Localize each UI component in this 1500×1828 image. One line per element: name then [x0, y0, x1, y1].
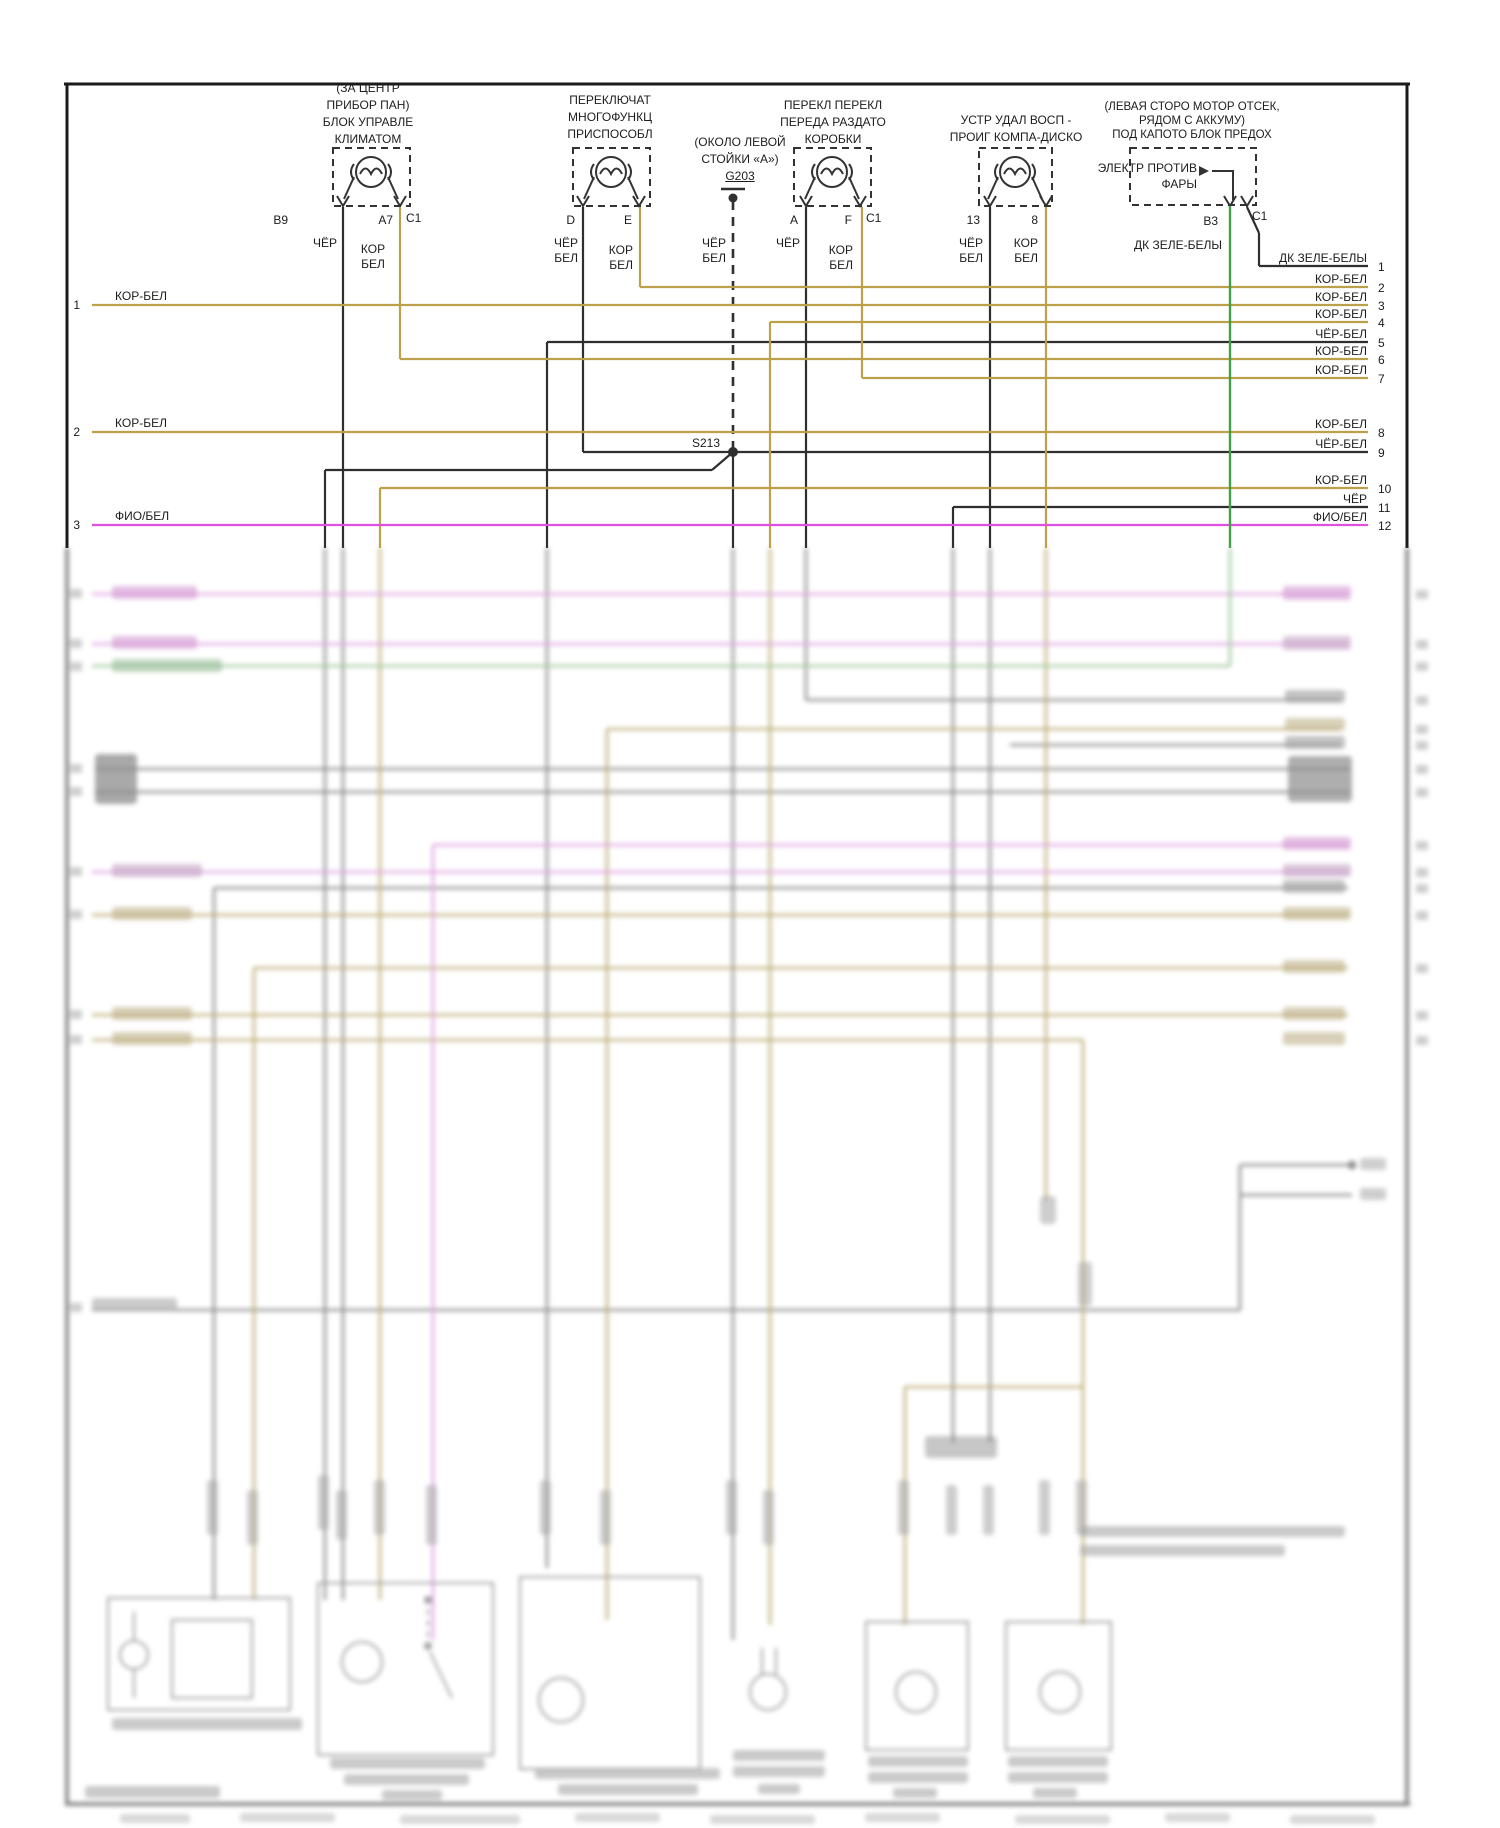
pin-b3: B3 [1203, 214, 1218, 228]
left-row-2-label: КОР-БЕЛ [115, 416, 167, 430]
right-row-10-label: КОР-БЕЛ [1315, 473, 1367, 487]
right-row-11-label: ЧЁР [1342, 492, 1367, 506]
pin-a: A [789, 213, 798, 227]
cd-player-title: УСТР УДАЛ ВОСП - ПРОИГ КОМПА-ДИСКО [949, 113, 1083, 144]
ground-g203-title: (ОКОЛО ЛЕВОЙ СТОЙКИ «А») G203 [694, 135, 786, 183]
wire-label-a: ЧЁР [775, 236, 800, 250]
wire-label-13: ЧЁР БЕЛ [958, 236, 983, 265]
pin-b9: B9 [273, 213, 288, 227]
ground-symbol [721, 189, 745, 203]
right-row-9-num: 9 [1378, 446, 1385, 460]
right-row-9-label: ЧЁР-БЕЛ [1315, 437, 1367, 451]
pin-d: D [566, 213, 575, 227]
right-row-6-num: 6 [1378, 353, 1385, 367]
right-row-12-num: 12 [1378, 519, 1392, 533]
right-row-7-num: 7 [1378, 372, 1385, 386]
right-row-3-num: 3 [1378, 299, 1385, 313]
right-row-3-label: КОР-БЕЛ [1315, 290, 1367, 304]
right-row-1-label: ДК ЗЕЛЕ-БЕЛЫ [1279, 251, 1367, 265]
transfer-case-title: ПЕРЕКЛ ПЕРЕКЛ ПЕРЕДА РАЗДАТО КОРОБКИ [780, 98, 886, 146]
right-row-4-num: 4 [1378, 316, 1385, 330]
right-row-8-num: 8 [1378, 426, 1385, 440]
wire-label-g203: ЧЁР БЕЛ [701, 236, 726, 265]
pin-13: 13 [966, 213, 980, 227]
wire-label-e: КОР БЕЛ [608, 243, 633, 272]
wire-label-d: ЧЁР БЕЛ [553, 236, 578, 265]
fuse-block-title: (ЛЕВАЯ СТОРО МОТОР ОТСЕК, РЯДОМ С АККУМУ) ПОД КАПОТО БЛОК ПРЕДОХ [1104, 101, 1280, 141]
wire-label-f: КОР БЕЛ [828, 243, 853, 272]
left-row-3-num: 3 [73, 518, 80, 532]
wire-label-b3: ДК ЗЕЛЕ-БЕЛЫ [1134, 238, 1222, 252]
right-row-7-label: КОР-БЕЛ [1315, 363, 1367, 377]
multifunction-switch-title: ПЕРЕКЛЮЧАТ МНОГОФУНКЦ ПРИСПОСОБЛ [567, 93, 653, 141]
right-row-1-num: 1 [1378, 260, 1385, 274]
wire-label-b9: ЧЁР [312, 236, 337, 250]
right-row-8-label: КОР-БЕЛ [1315, 417, 1367, 431]
fusebox-internal-link [1199, 166, 1233, 200]
left-row-1-label: КОР-БЕЛ [115, 289, 167, 303]
right-row-6-label: КОР-БЕЛ [1315, 344, 1367, 358]
right-row-5-num: 5 [1378, 336, 1385, 350]
fog-lamp-relay-label-2: ФАРЫ [1161, 177, 1197, 191]
right-row-5-label: ЧЁР-БЕЛ [1315, 327, 1367, 341]
tan-wires [92, 207, 1368, 548]
pin-a7: A7 [378, 213, 393, 227]
climate-control-title: (ЗА ЦЕНТР ПРИБОР ПАН) БЛОК УПРАВЛЕ КЛИМАТОМ [322, 81, 414, 146]
fog-lamp-relay-label: ЭЛЕКТР ПРОТИВ [1097, 161, 1197, 175]
pin-f: F [844, 213, 852, 227]
left-row-1-num: 1 [73, 298, 80, 312]
wire-label-a7: КОР БЕЛ [360, 242, 386, 271]
right-row-4-label: КОР-БЕЛ [1315, 307, 1367, 321]
pin-c1-climate: C1 [406, 211, 422, 225]
right-row-12-label: ФИО/БЕЛ [1312, 510, 1367, 524]
pin-8: 8 [1031, 213, 1038, 227]
right-row-11-num: 11 [1378, 501, 1391, 515]
splice-s213-label: S213 [691, 436, 720, 450]
pin-c1-transfer: C1 [866, 211, 882, 225]
pin-e: E [623, 213, 632, 227]
left-row-3-label: ФИО/БЕЛ [115, 509, 170, 523]
pin-c1-fuse: C1 [1252, 209, 1268, 223]
wire-label-8: КОР БЕЛ [1013, 236, 1038, 265]
right-row-10-num: 10 [1378, 482, 1392, 496]
right-row-2-label: КОР-БЕЛ [1315, 272, 1367, 286]
left-row-2-num: 2 [73, 425, 80, 439]
right-row-2-num: 2 [1378, 281, 1385, 295]
